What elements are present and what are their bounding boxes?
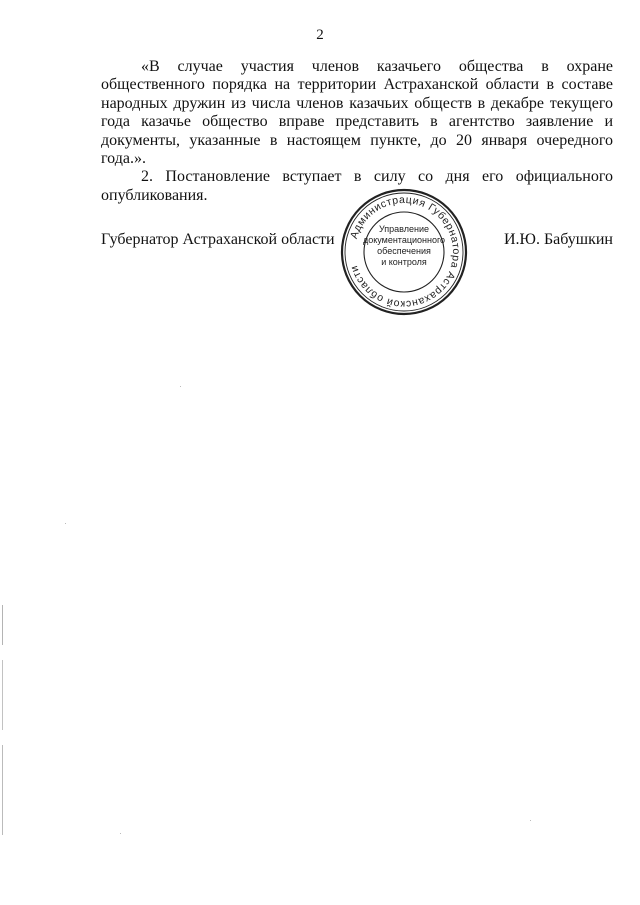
seal-line: и контроля <box>381 257 427 267</box>
page-number: 2 <box>316 27 324 43</box>
seal-line: документационного <box>362 235 446 245</box>
seal-line: Управление <box>378 224 430 234</box>
scan-artifact <box>2 605 3 645</box>
signer-title: Губернатор Астраханской области <box>101 231 335 248</box>
scan-artifact <box>2 660 3 730</box>
official-seal <box>339 187 469 317</box>
scan-artifact <box>120 833 121 834</box>
seal-center-text <box>339 224 469 268</box>
scan-artifact <box>530 820 531 821</box>
seal-ring-text: Администрация Губернатора Астраханской области <box>348 193 463 311</box>
scan-artifact <box>65 523 66 524</box>
scan-artifact <box>2 745 3 835</box>
scan-artifact <box>180 386 181 387</box>
document-body <box>101 58 613 205</box>
paragraph-amendment-quote: «В случае участия членов казачьего общества в охране общественного порядка на территории Астраханской области в составе народных дружин из числа членов казачьих обществ в декабре текущего года казачье общество вправе представить в агентство заявление и документы, указанные в настоящем пункте, до 20 января очередного года.». <box>101 58 613 168</box>
signer-name: И.Ю. Бабушкин <box>503 231 613 248</box>
seal-line: обеспечения <box>377 246 431 256</box>
paragraph-effective-clause: 2. Постановление вступает в силу со дня его официального опубликования. <box>101 168 613 204</box>
